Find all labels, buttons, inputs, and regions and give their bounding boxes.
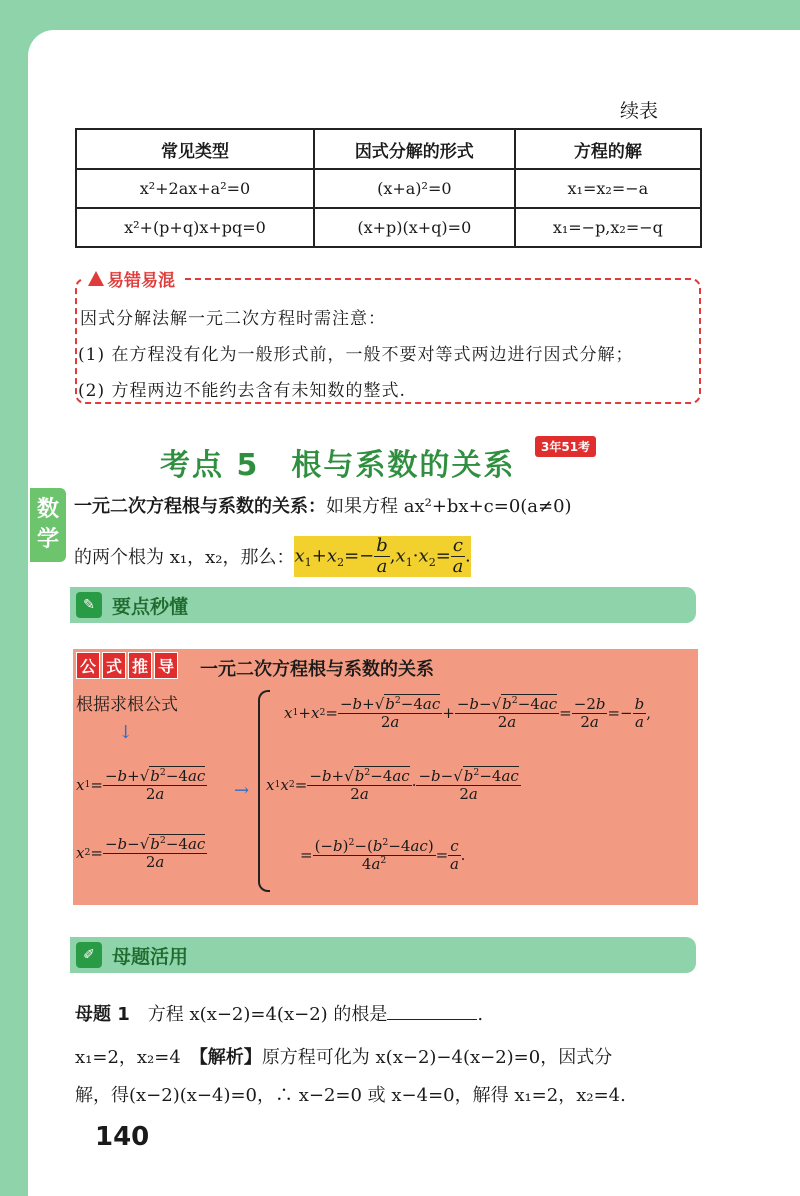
sum-derivation: x 1 + x 2 = $\frac{-b+√b^2-4ac}{2a}$ + $\frac{-b-√b^2-4ac}{2a}$ = $\frac{-2b}{2a}$ =− $\frac{b}{a}$ , <box>284 695 652 731</box>
down-arrow-icon: ↓ <box>118 722 134 743</box>
table-row <box>76 208 701 247</box>
definition-line-2: 的两个根为 x₁，x₂，那么： $x_1+x_2=-$ $\frac{b}{a}$ $,x_1\cdot x_2=$ $\frac{c}{a}$ . <box>74 535 471 577</box>
factoring-table <box>75 128 702 248</box>
problem-analysis-continued: 解，得(x−2)(x−4)=0，∴ x−2=0 或 x−4=0，解得 x₁=2，x₂=4. <box>75 1085 626 1106</box>
continued-label: 续表 <box>620 100 659 122</box>
pencil-icon: ✐ <box>76 942 102 968</box>
formula-note: 根据求根公式 <box>76 695 178 715</box>
problem-analysis: x₁=2，x₂=4 【解析】原方程可化为 x(x−2)−4(x−2)=0，因式分 <box>75 1047 613 1068</box>
table-cell: x²+(p+q)x+pq=0 <box>76 208 314 247</box>
product-result: = $\frac{(-b)^2-(b^2-4ac)}{4a^2}$ = $\frac{c}{a}$ . <box>300 837 466 873</box>
root-x1-formula: x 1 = $\frac{-b+√b^2-4ac}{2a}$ <box>76 767 206 803</box>
formula-title: 一元二次方程根与系数的关系 <box>200 659 434 680</box>
vieta-formula: $x_1+x_2=-$ $\frac{b}{a}$ $,x_1\cdot x_2=$ $\frac{c}{a}$ . <box>294 535 471 577</box>
table-header: 方程的解 <box>515 129 701 169</box>
practice-bar: ✐ 母题活用 <box>70 937 696 973</box>
table-header: 因式分解的形式 <box>314 129 515 169</box>
table-header-row <box>76 129 701 169</box>
table-cell: x₁=−p,x₂=−q <box>515 208 701 247</box>
table-cell: (x+p)(x+q)=0 <box>314 208 515 247</box>
formula-badge: 公 式 推 导 <box>76 652 178 679</box>
warning-line: (1) 在方程没有化为一般形式前，一般不要对等式两边进行因式分解； <box>78 345 634 365</box>
table-row <box>76 169 701 208</box>
exam-frequency-badge: 3年51考 <box>535 436 596 457</box>
table-cell: (x+a)²=0 <box>314 169 515 208</box>
right-arrow-icon: → <box>234 780 250 801</box>
definition-line-1: 一元二次方程根与系数的关系：如果方程 ax²+bx+c=0(a≠0) <box>74 496 572 517</box>
root-x2-formula: x 2 = $\frac{-b-√b^2-4ac}{2a}$ <box>76 835 206 871</box>
table-cell: x₁=x₂=−a <box>515 169 701 208</box>
page-number: 140 <box>95 1122 150 1152</box>
problem-statement: 母题 1 方程 x(x−2)=4(x−2) 的根是 . <box>75 1004 484 1025</box>
subject-tab: 数 学 <box>30 488 66 562</box>
warning-triangle-icon <box>88 271 104 286</box>
warning-line: (2) 方程两边不能约去含有未知数的整式. <box>78 381 406 401</box>
lightbulb-icon: ✎ <box>76 592 102 618</box>
table-header: 常见类型 <box>76 129 314 169</box>
warning-title: 易错易混 <box>82 266 181 291</box>
product-derivation: x 1 x 2 = $\frac{-b+√b^2-4ac}{2a}$ · $\frac{-b-√b^2-4ac}{2a}$ <box>266 767 519 803</box>
key-points-bar: ✎ 要点秒懂 <box>70 587 696 623</box>
warning-line: 因式分解法解一元二次方程时需注意： <box>80 309 386 329</box>
section-title: 考点 5 根与系数的关系 <box>160 448 516 483</box>
table-cell: x²+2ax+a²=0 <box>76 169 314 208</box>
